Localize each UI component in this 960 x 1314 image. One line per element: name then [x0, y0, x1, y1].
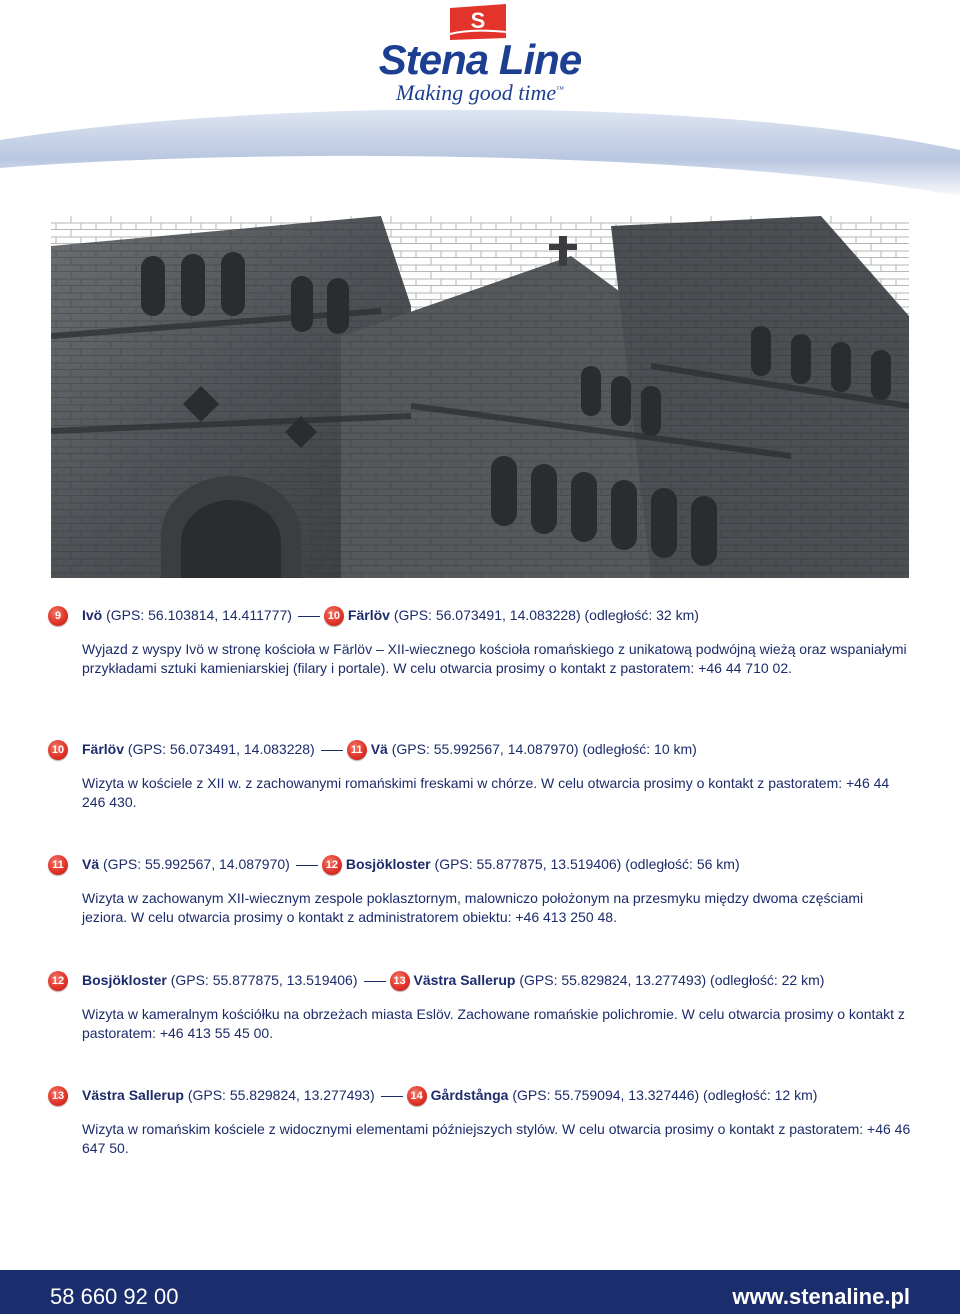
stop-number-badge: 11	[347, 740, 367, 760]
stop-name: Västra Sallerup	[82, 1087, 184, 1103]
stop-name: Bosjökloster	[345, 856, 431, 872]
stop-name: Vä	[370, 741, 388, 757]
route-connector	[321, 750, 343, 751]
stop-gps: (GPS: 55.759094, 13.327446)	[512, 1087, 700, 1103]
route-title	[48, 1084, 918, 1106]
stop-number-badge: 12	[322, 855, 342, 875]
route-description: Wizyta w zachowanym XII-wiecznym zespole poklasztornym, malowniczo położonym na przesmyku między dwoma częściami jeziora. W celu otwarcia prosimy o kontakt z administratorem obiektu: +46 413 250 48.	[82, 890, 864, 925]
stop-gps: (GPS: 55.829824, 13.277493)	[519, 972, 707, 988]
route-section-1	[48, 604, 918, 678]
stop-number-badge: 14	[407, 1086, 427, 1106]
stop-number-badge: 10	[48, 740, 68, 760]
footer-website-link[interactable]: www.stenaline.pl	[732, 1284, 910, 1309]
route-title	[48, 853, 918, 875]
route-section-3	[48, 853, 918, 927]
route-description: Wizyta w kameralnym kościółku na obrzeżach miasta Eslöv. Zachowane romańskie polichromie. W celu otwarcia prosimy o kontakt z pastoratem: +46 413 55 45 00.	[82, 1006, 905, 1041]
stop-number-badge: 11	[48, 855, 68, 875]
stop-name: Gårdstånga	[430, 1087, 509, 1103]
route-title	[48, 604, 918, 626]
stop-gps: (GPS: 55.992567, 14.087970)	[103, 856, 290, 872]
stop-number-badge: 13	[390, 971, 410, 991]
logo-tagline	[360, 80, 600, 106]
logo-flag-letter: S	[470, 8, 486, 33]
stop-name: Västra Sallerup	[413, 972, 516, 988]
stop-gps: (GPS: 55.992567, 14.087970)	[391, 741, 579, 757]
route-distance: (odległość: 22 km)	[710, 972, 825, 988]
stop-gps: (GPS: 55.829824, 13.277493)	[187, 1087, 375, 1103]
logo-flag-icon	[446, 4, 510, 40]
stop-gps: (GPS: 55.877875, 13.519406)	[170, 972, 358, 988]
route-distance: (odległość: 32 km)	[584, 607, 699, 623]
logo-wordmark: Stena Line	[378, 36, 582, 83]
route-distance: (odległość: 56 km)	[625, 856, 740, 872]
stop-name: Färlöv	[347, 607, 390, 623]
route-section-2	[48, 738, 918, 812]
stop-name: Ivö	[82, 607, 103, 623]
stena-line-logo[interactable]	[360, 0, 600, 110]
route-distance: (odległość: 12 km)	[703, 1087, 818, 1103]
page-footer	[0, 1270, 960, 1314]
church-photo	[51, 216, 909, 578]
logo-tagline-text: Making good time	[396, 80, 557, 105]
stop-name: Vä	[82, 856, 100, 872]
route-connector	[296, 865, 318, 866]
route-description: Wizyta w romańskim kościele z widocznymi elementami późniejszych stylów. W celu otwarcia prosimy o kontakt z pastoratem: +46 46 647 50.	[82, 1121, 911, 1156]
stop-gps: (GPS: 56.103814, 14.411777)	[106, 607, 292, 623]
church-facade-image	[51, 216, 909, 578]
stop-number-badge: 13	[48, 1086, 68, 1106]
stop-gps: (GPS: 55.877875, 13.519406)	[434, 856, 622, 872]
route-description: Wizyta w kościele z XII w. z zachowanymi romańskimi freskami w chórze. W celu otwarcia prosimy o kontakt z pastoratem: +46 44 246 430.	[82, 775, 890, 810]
stop-name: Färlöv	[82, 741, 125, 757]
route-connector	[381, 1096, 403, 1097]
route-description: Wyjazd z wyspy Ivö w stronę kościoła w Färlöv – XII-wiecznego kościoła romańskiego z unikatową podwójną wieżą oraz wspaniałymi przykładami sztuki kamieniarskiej (filary i portale). W celu otwarcia prosimy o kontakt z pastoratem: +46 44 710 02.	[82, 641, 907, 676]
page-header	[0, 0, 960, 200]
trademark-mark: ™	[556, 84, 564, 94]
route-section-5	[48, 1084, 918, 1158]
stop-name: Bosjökloster	[82, 972, 167, 988]
stop-gps: (GPS: 56.073491, 14.083228)	[393, 607, 581, 623]
route-connector	[364, 981, 386, 982]
stop-gps: (GPS: 56.073491, 14.083228)	[127, 741, 315, 757]
footer-phone-number[interactable]: 58 660 92 00	[50, 1284, 179, 1309]
header-swoosh	[0, 110, 960, 200]
route-title	[48, 969, 918, 991]
route-distance: (odległość: 10 km)	[582, 741, 697, 757]
route-section-4	[48, 969, 918, 1043]
route-connector	[298, 616, 320, 617]
stop-number-badge: 9	[48, 606, 68, 626]
stop-number-badge: 12	[48, 971, 68, 991]
route-title	[48, 738, 918, 760]
stop-number-badge: 10	[324, 606, 344, 626]
